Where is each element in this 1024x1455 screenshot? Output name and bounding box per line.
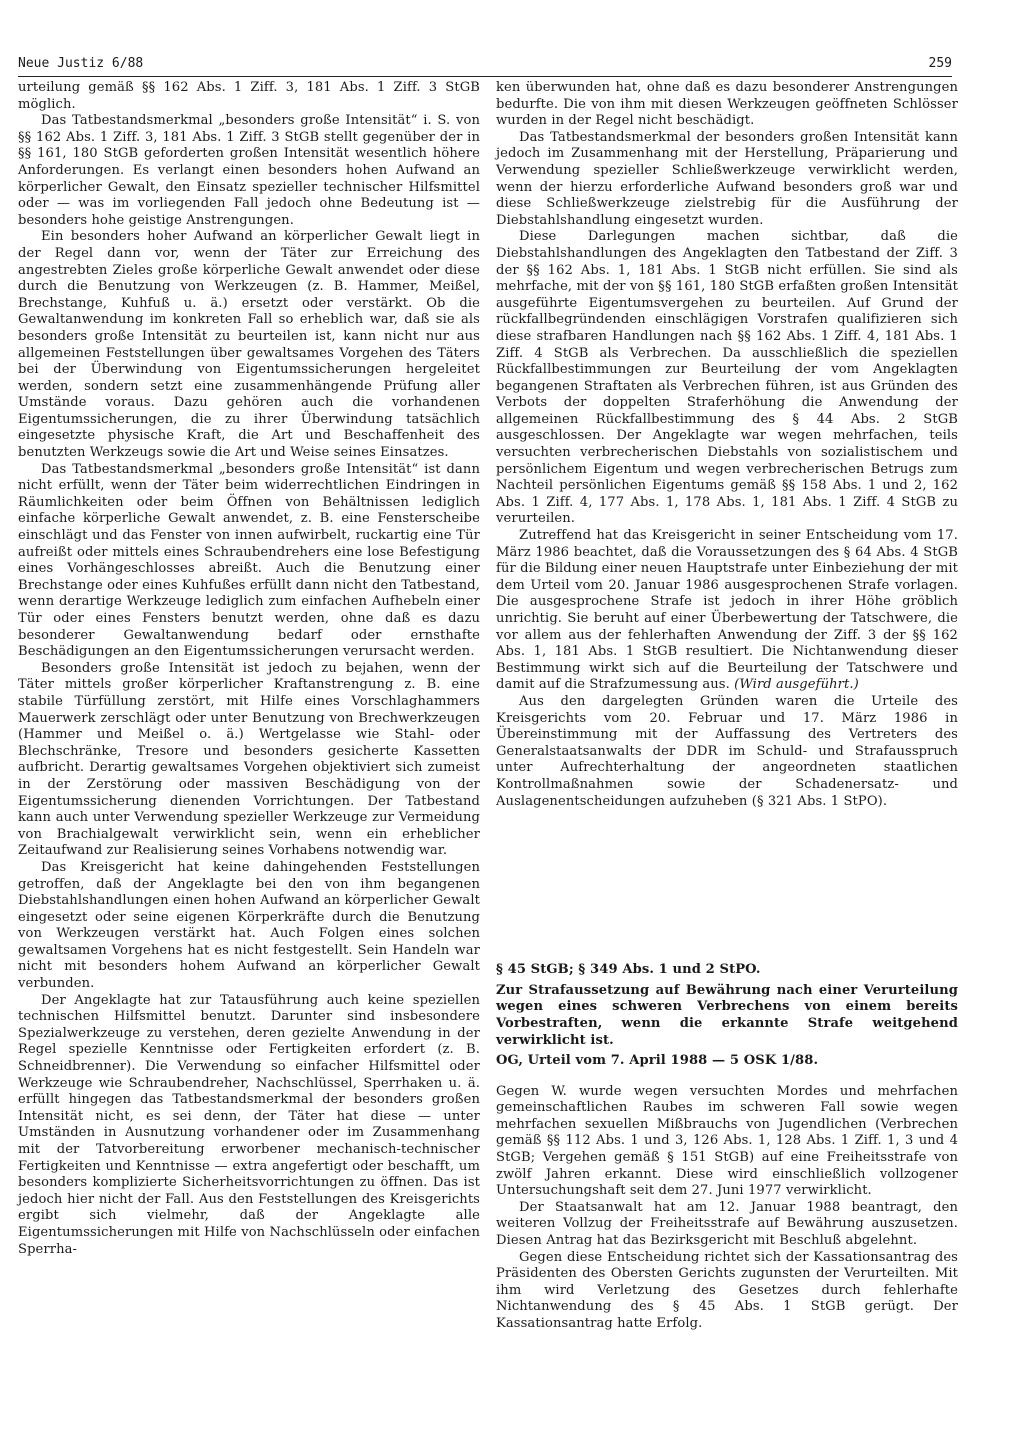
paragraph-text: Zutreffend hat das Kreisgericht in seiner Entscheidung vom 17. März 1986 beachtet, daß die Voraussetzungen des § 64 Abs. 4 StGB für die Bildung einer neuen Hauptstrafe unter Einbeziehung der mit dem Urteil vom 20. Januar 1986 ausgesprochenen Strafe vorlagen. Die ausgesprochene Strafe ist jedoch in ihrer Höhe gröblich unrichtig. Sie beruht auf einer Überbewertung der Tatschwere, die vor allem aus der fehlerhaften Anwendung der Ziff. 3 der §§ 162 Abs. 1, 181 Abs. 1 StGB resultiert. Die Nichtanwendung dieser Bestimmung wirkt sich auf die Beurteilung der Tatschwere und damit auf die Strafzumessung aus.	[496, 528, 958, 693]
decision-headnote: Zur Strafaussetzung auf Bewährung nach einer Verurteilung wegen eines schweren Verbrechens von einem bereits Vorbestraften, wenn die erkannte Strafe weitgehend verwirklicht ist.	[496, 982, 958, 1048]
paragraph	[496, 528, 958, 694]
paragraph: Der Angeklagte hat zur Tatausführung auch keine speziellen technischen Hilfsmittel benutzt. Darunter sind insbesondere Spezialwerkzeuge zu verstehen, deren gezielte Anwendung in der Regel spezielle Kenntnisse oder Fertigkeiten erfordert (z. B. Schneidbrenner). Die Verwendung so einfacher Hilfsmittel oder Werkzeuge wie Schraubendreher, Nachschlüssel, Sperrhaken u. ä. erfüllt hingegen das Tatbestandsmerkmal der besonders großen Intensität nicht, es sei denn, der Täter hat diese — unter Umständen in Ausnutzung vorhandener oder im Zusammenhang mit der Tatvorbereitung erworbener mechanisch-technischer Fertigkeiten und Kenntnisse — extra angefertigt oder beschafft, um besonders komplizierte Sicherheitsvorrichtungen zu öffnen. Das ist jedoch hier nicht der Fall. Aus den Feststellungen des Kreisgerichts ergibt sich vielmehr, daß der Angeklagte alle Eigentumssicherungen mit Hilfe von Nachschlüsseln oder einfachen Sperrha-	[18, 992, 480, 1257]
paragraph: Besonders große Intensität ist jedoch zu bejahen, wenn der Täter mittels großer körperlicher Kraftanstrengung z. B. eine stabile Türfüllung zerstört, mit Hilfe eines Vorschlaghammers Mauerwerk zerschlägt oder unter Benutzung von Brechwerkzeugen (Hammer und Meißel o. ä.) Wertgelasse wie Stahl- oder Blechschränke, Tresore und besonders gesicherte Kassetten aufbricht. Derartig gewaltsames Vorgehen objektiviert sich zumeist in der Zerstörung oder massiven Beschädigung von der Eigentumssicherung dienenden Vorrichtungen. Der Tatbestand kann auch unter Verwendung spezieller Werkzeuge zur Vermeidung von Brachialgewalt verwirklicht sein, wenn ein erheblicher Zeitaufwand zur Realisierung seines Vorhabens notwendig war.	[18, 660, 480, 859]
page-header	[18, 56, 952, 77]
page-number: 259	[928, 56, 952, 71]
paragraph: Der Staatsanwalt hat am 12. Januar 1988 beantragt, den weiteren Vollzug der Freiheitsstrafe auf Bewährung auszusetzen. Diesen Antrag hat das Bezirksgericht mit Beschluß abgelehnt.	[496, 1199, 958, 1249]
paragraph: ken überwunden hat, ohne daß es dazu besonderer Anstrengungen bedurfte. Die von ihm mit diesen Werkzeugen geöffneten Schlösser wurden in der Regel nicht beschädigt.	[496, 80, 958, 129]
paragraph: urteilung gemäß §§ 162 Abs. 1 Ziff. 3, 181 Abs. 1 Ziff. 3 StGB möglich.	[18, 80, 480, 112]
section-gap	[496, 1070, 958, 1084]
section-gap	[496, 810, 958, 962]
decision-header	[496, 962, 958, 1070]
paragraph: Diese Darlegungen machen sichtbar, daß die Diebstahlshandlungen des Angeklagten den Tatbestand der Ziff. 3 der §§ 162 Abs. 1, 181 Abs. 1 StGB nicht erfüllen. Sie sind als mehrfache, mit der von §§ 161, 180 StGB erfaßten großen Intensität ausgeführte Eigentumsvergehen zu beurteilen. Auf Grund der rückfallbegründenden einschlägigen Vorstrafen qualifizieren sich diese strafbaren Handlungen nach §§ 162 Abs. 1 Ziff. 4, 181 Abs. 1 Ziff. 4 StGB als Verbrechen. Da ausschließlich die speziellen Rückfallbestimmungen zur Beurteilung der vom Angeklagten begangenen Straftaten als Verbrechen führen, ist aus Gründen des Verbots der doppelten Straferhöhung die Anwendung der allgemeinen Rückfallbestimmung des § 44 Abs. 2 StGB ausgeschlossen. Der Angeklagte war wegen mehrfachen, teils versuchten verbrecherischen Diebstahls von sozialistischem und persönlichem Eigentum und wegen verbrecherischen Betrugs zum Nachteil persönlichen Eigentums gemäß §§ 158 Abs. 1 und 2, 162 Abs. 1 Ziff. 4, 177 Abs. 1, 178 Abs. 1, 181 Abs. 1 Ziff. 4 StGB zu verurteilen.	[496, 229, 958, 527]
decision-norms: § 45 StGB; § 349 Abs. 1 und 2 StPO.	[496, 962, 761, 978]
paragraph: Ein besonders hoher Aufwand an körperlicher Gewalt liegt in der Regel dann vor, wenn der Täter zur Erreichung des angestrebten Zieles große körperliche Gewalt anwendet oder diese durch die Benutzung von Werkzeugen (z. B. Hammer, Meißel, Brechstange, Kuhfuß u. ä.) ersetzt oder verstärkt. Ob die Gewaltanwendung im konkreten Fall so erheblich war, daß sie als besonders große Intensität zu beurteilen ist, kann nicht nur aus allgemeinen Feststellungen über gewaltsames Vorgehen des Täters bei der Überwindung von Eigentumssicherungen hergeleitet werden, sondern setzt eine zusammenhängende Prüfung aller Umstände voraus. Dazu gehören auch die vorhandenen Eigentumssicherungen, die zu ihrer Überwindung tatsächlich eingesetzte physische Kraft, die Art und Beschaffenheit des benutzten Werkzeugs sowie die Art und Weise seines Einsatzes.	[18, 229, 480, 461]
left-column	[18, 80, 480, 1258]
decision-citation: OG, Urteil vom 7. April 1988 — 5 OSK 1/88.	[496, 1053, 819, 1069]
paragraph: Das Tatbestandsmerkmal „besonders große Intensität“ i. S. von §§ 162 Abs. 1 Ziff. 3, 181 Abs. 1 Ziff. 3 StGB stellt gegenüber der in §§ 161, 180 StGB geforderten großen Intensität wesentlich höhere Anforderungen. Es verlangt einen besonders hohen Aufwand an körperlicher Gewalt, den Einsatz spezieller technischer Hilfsmittel oder — was im vorliegenden Fall jedoch ohne Bedeutung ist — besonders hohe geistige Anstrengungen.	[18, 113, 480, 228]
right-column	[496, 80, 958, 1333]
editorial-note: (Wird ausgeführt.)	[734, 677, 859, 693]
paragraph: Gegen W. wurde wegen versuchten Mordes und mehrfachen gemeinschaftlichen Raubes im schweren Fall sowie wegen mehrfachen sexuellen Mißbrauchs von Jugendlichen (Verbrechen gemäß §§ 112 Abs. 1 und 3, 126 Abs. 1, 128 Abs. 1 Ziff. 1, 3 und 4 StGB; Vergehen gemäß § 151 StGB) auf eine Freiheitsstrafe von zwölf Jahren erkannt. Diese wird einschließlich vollzogener Untersuchungshaft seit dem 27. Juni 1977 verwirklicht.	[496, 1083, 958, 1199]
paragraph: Das Kreisgericht hat keine dahingehenden Feststellungen getroffen, daß der Angeklagte bei den von ihm begangenen Diebstahlshandlungen einen hohen Aufwand an körperlicher Gewalt eingesetzt oder seine eigenen Körperkräfte durch die Benutzung von Werkzeugen verstärkt hat. Auch Folgen eines solchen gewaltsamen Vorgehens hat es nicht festgestellt. Sein Handeln war nicht mit besonders hohem Aufwand an körperlicher Gewalt verbunden.	[18, 859, 480, 992]
paragraph: Das Tatbestandsmerkmal der besonders großen Intensität kann jedoch im Zusammenhang mit der Herstellung, Präparierung und Verwendung spezieller Schließwerkzeuge verwirklicht werden, wenn der hierzu erforderliche Aufwand besonders groß war und diese Schließwerkzeuge zielstrebig für die Ausführung der Diebstahlshandlung eingesetzt wurden.	[496, 129, 958, 228]
journal-issue: Neue Justiz 6/88	[18, 56, 144, 71]
paragraph: Aus den dargelegten Gründen waren die Urteile des Kreisgerichts vom 20. Februar und 17. März 1986 in Übereinstimmung mit der Auffassung des Vertreters des Generalstaatsanwalts der DDR im Schuld- und Strafausspruch unter Aufrechterhaltung der angeordneten staatlichen Kontrollmaßnahmen sowie der Schadenersatz- und Auslagenentscheidungen aufzuheben (§ 321 Abs. 1 StPO).	[496, 693, 958, 809]
paragraph: Gegen diese Entscheidung richtet sich der Kassationsantrag des Präsidenten des Obersten Gerichts zugunsten der Verurteilten. Mit ihm wird Verletzung des Gesetzes durch fehlerhafte Nichtanwendung des § 45 Abs. 1 StGB gerügt. Der Kassationsantrag hatte Erfolg.	[496, 1249, 958, 1331]
paragraph: Das Tatbestandsmerkmal „besonders große Intensität“ ist dann nicht erfüllt, wenn der Täter beim widerrechtlichen Eindringen in Räumlichkeiten oder beim Öffnen von Behältnissen lediglich einfache körperliche Gewalt anwendet, z. B. eine Fensterscheibe einschlägt und das Fenster von innen aufwirbelt, ruckartig eine Tür aufreißt oder mittels eines Schraubendrehers eine lose Befestigung eines Vorhängeschlosses abreißt. Auch die Benutzung einer Brechstange oder eines Kuhfußes erfüllt dann nicht den Tatbestand, wenn derartige Werkzeuge lediglich zum einfachen Aufhebeln einer Tür oder eines Fensters benutzt werden, ohne daß es dazu besonderer Gewaltanwendung bedarf oder ernsthafte Beschädigungen an den Eigentumssicherungen verursacht werden.	[18, 461, 480, 660]
